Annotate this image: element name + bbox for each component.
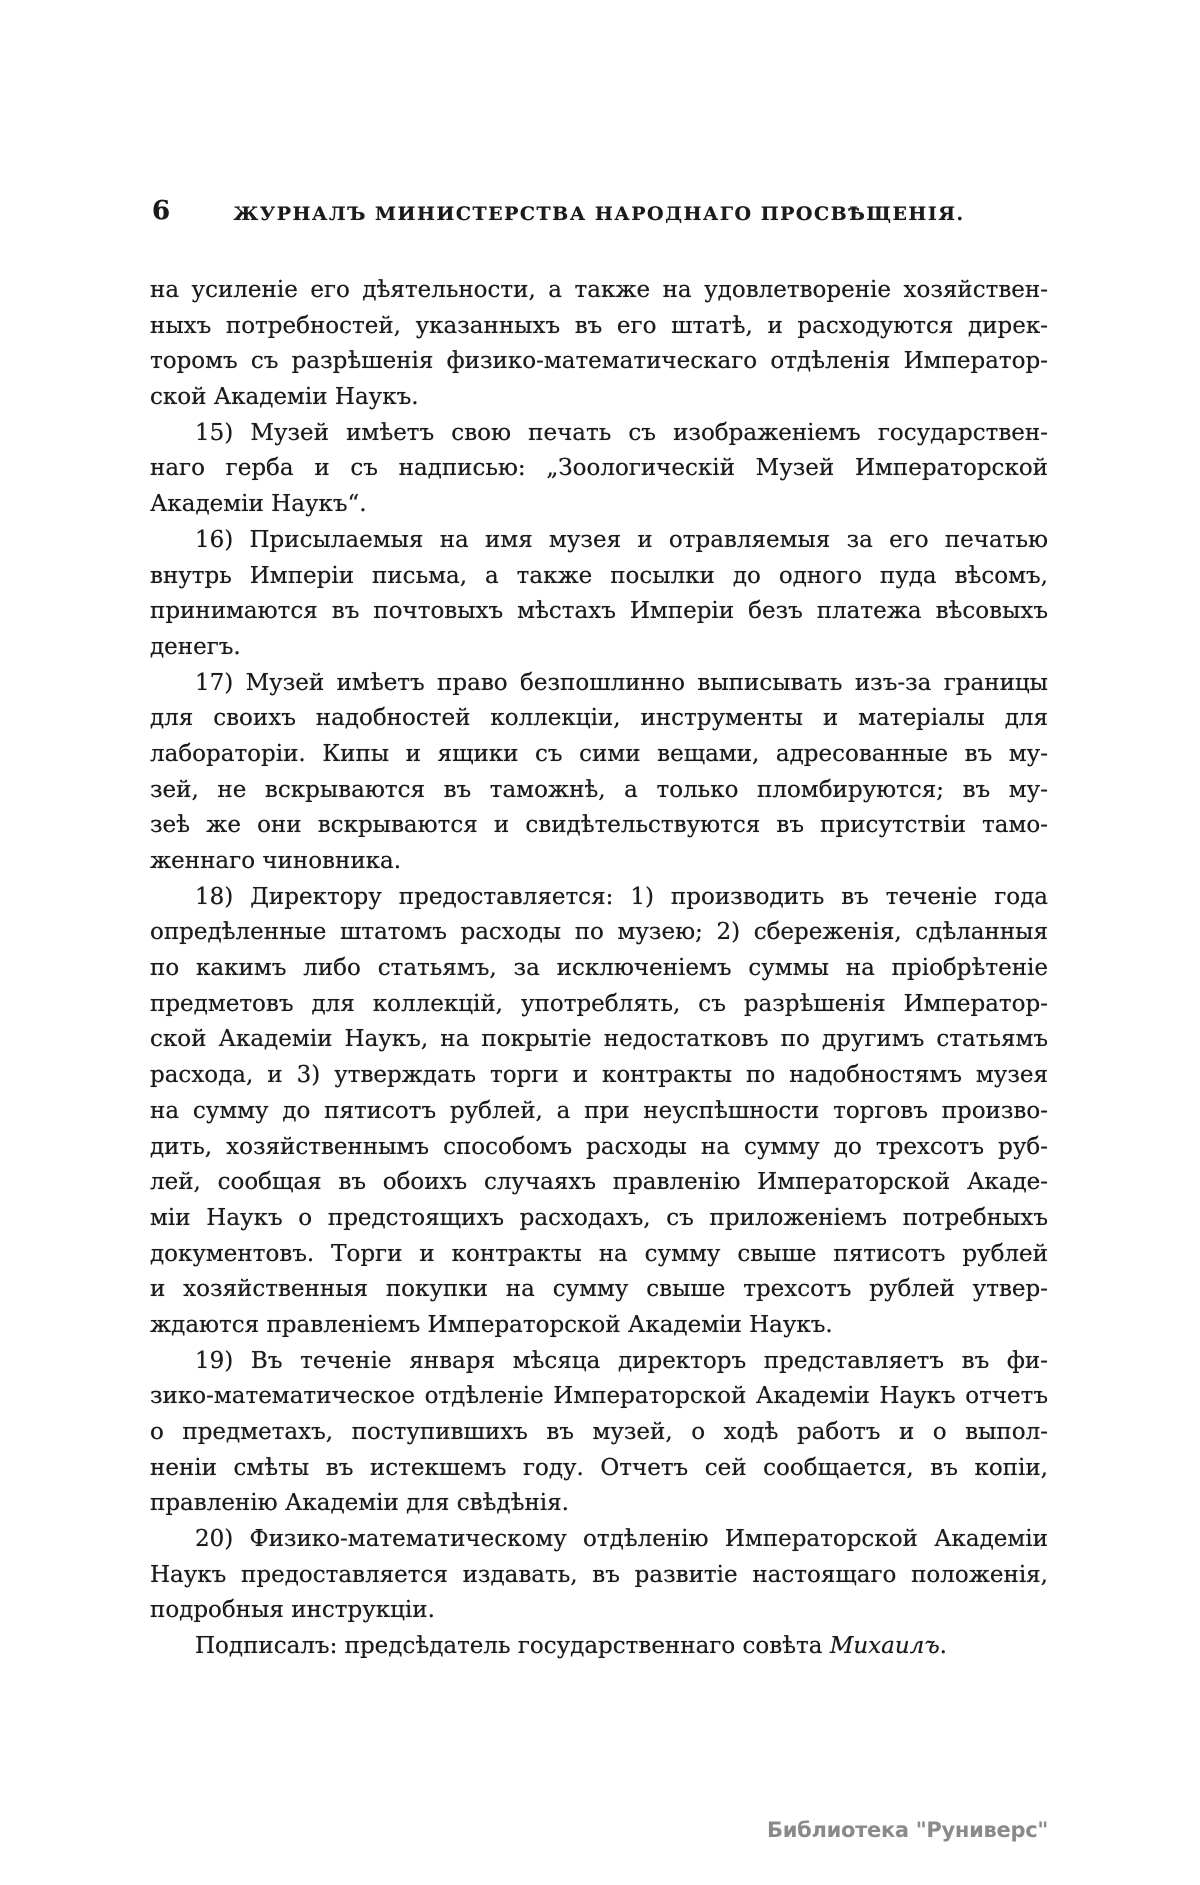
text-line: лабораторіи. Кипы и ящики съ сими вещами, адресованные въ му- <box>150 740 1048 767</box>
signature-suffix: . <box>939 1633 947 1660</box>
text-line: лей, сообщая въ обоихъ случаяхъ правленію Императорской Акаде- <box>150 1169 1048 1196</box>
text-line: наго герба и съ надписью: „Зоологическій Музей Императорской <box>150 455 1048 482</box>
signature-name: Михаилъ <box>829 1633 940 1660</box>
text-line: 19) Въ теченіе января мѣсяца директоръ представляетъ въ фи- <box>195 1347 1048 1374</box>
text-line: опредѣленные штатомъ расходы по музею; 2) сбереженія, сдѣланныя <box>150 919 1048 946</box>
text-line: 18) Директору предоставляется: 1) производить въ теченіе года <box>195 883 1048 910</box>
text-line: 16) Присылаемыя на имя музея и отравляемыя за его печатью <box>195 526 1048 553</box>
text-line: правленію Академіи для свѣдѣнія. <box>150 1490 569 1517</box>
text-line <box>150 1629 1048 1665</box>
text-line: зей, не вскрываются въ таможнѣ, а только пломбируются; въ му- <box>150 776 1048 803</box>
page-number: 6 <box>152 196 171 226</box>
signature-prefix: Подписалъ: предсѣдатель государственнаго совѣта <box>195 1633 830 1660</box>
text-line: 20) Физико-математическому отдѣленію Императорской Академіи <box>195 1526 1048 1553</box>
text-line: для своихъ надобностей коллекціи, инструменты и матеріалы для <box>150 705 1048 732</box>
text-line: внутрь Имперіи письма, а также посылки до одного пуда вѣсомъ, <box>150 562 1048 589</box>
text-line: женнаго чиновника. <box>150 848 402 874</box>
text-line: предметовъ для коллекцій, употреблять, съ разрѣшенія Император- <box>150 990 1048 1017</box>
text-line: ждаются правленіемъ Императорской Академіи Наукъ. <box>150 1311 833 1338</box>
text-line: денегъ. <box>150 633 241 660</box>
text-line: о предметахъ, поступившихъ въ музей, о ходѣ работъ и о выпол- <box>150 1419 1048 1445</box>
text-line: принимаются въ почтовыхъ мѣстахъ Имперіи безъ платежа вѣсовыхъ <box>150 598 1048 625</box>
text-line: міи Наукъ о предстоящихъ расходахъ, съ приложеніемъ потребныхъ <box>150 1204 1048 1231</box>
library-watermark: Библиотека "Руниверс" <box>767 1818 1048 1842</box>
text-line: Наукъ предоставляется издавать, въ развитіе настоящаго положенія, <box>150 1561 1048 1588</box>
text-line: расхода, и 3) утверждать торги и контракты по надобностямъ музея <box>150 1062 1048 1089</box>
text-line: ской Академіи Наукъ. <box>150 384 419 411</box>
text-line: ныхъ потребностей, указанныхъ въ его штатѣ, и расходуются дирек- <box>150 312 1048 339</box>
text-line: и хозяйственныя покупки на сумму свыше трехсотъ рублей утвер- <box>150 1276 1048 1303</box>
text-line: подробныя инструкціи. <box>150 1597 435 1624</box>
text-line: Академіи Наукъ“. <box>150 491 367 518</box>
text-line: неніи смѣты въ истекшемъ году. Отчетъ сей сообщается, въ копіи, <box>150 1454 1048 1481</box>
journal-running-title: ЖУРНАЛЪ МИНИСТЕРСТВА НАРОДНАГО ПРОСВѢЩЕНІЯ. <box>233 203 965 225</box>
text-line: ской Академіи Наукъ, на покрытіе недостатковъ по другимъ статьямъ <box>150 1026 1048 1053</box>
text-line: дить, хозяйственнымъ способомъ расходы на сумму до трехсотъ руб- <box>150 1133 1048 1160</box>
text-line: торомъ съ разрѣшенія физико-математическаго отдѣленія Император- <box>150 348 1048 375</box>
text-line: по какимъ либо статьямъ, за исключеніемъ суммы на пріобрѣтеніе <box>150 955 1048 982</box>
text-line: зико-математическое отдѣленіе Императорской Академіи Наукъ отчетъ <box>150 1383 1048 1410</box>
text-line: зеѣ же они вскрываются и свидѣтельствуются въ присутствіи тамо- <box>150 812 1048 839</box>
text-line: на сумму до пятисотъ рублей, а при неуспѣшности торговъ произво- <box>150 1097 1048 1124</box>
text-line: документовъ. Торги и контракты на сумму свыше пятисотъ рублей <box>150 1240 1048 1267</box>
text-line: 15) Музей имѣетъ свою печать съ изображеніемъ государствен- <box>195 419 1048 446</box>
text-line: 17) Музей имѣетъ право безпошлинно выписывать изъ-за границы <box>195 669 1048 696</box>
document-body <box>150 273 1048 1665</box>
text-line: на усиленіе его дѣятельности, а также на удовлетвореніе хозяйствен- <box>150 277 1048 303</box>
